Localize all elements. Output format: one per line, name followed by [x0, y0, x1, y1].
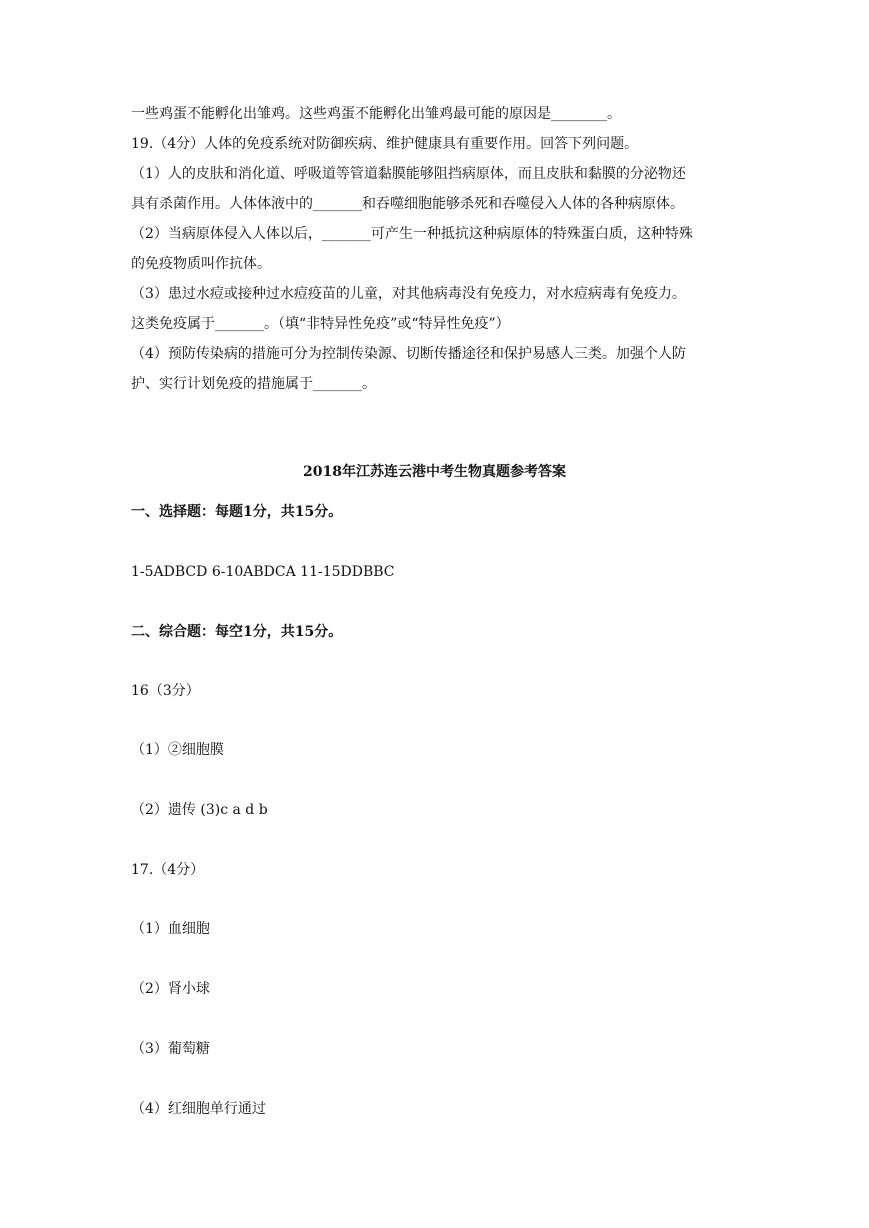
q19-part2-line1: （2）当病原体侵入人体以后，_______可产生一种抵抗这种病原体的特殊蛋白质，这种特殊	[131, 226, 693, 242]
q17-answer-1: （1）血细胞	[131, 921, 210, 937]
q19-part1-line1: （1）人的皮肤和消化道、呼吸道等管道黏膜能够阻挡病原体，而且皮肤和黏膜的分泌物还	[131, 166, 686, 182]
q17-answer-3: （3）葡萄糖	[131, 1041, 210, 1057]
q19-part2-line2: 的免疫物质叫作抗体。	[131, 256, 271, 272]
q19-part4-line1: （4）预防传染病的措施可分为控制传染源、切断传播途径和保护易感人三类。加强个人防	[131, 346, 686, 362]
q19-part1-line2: 具有杀菌作用。人体体液中的_______和吞噬细胞能够杀死和吞噬侵入人体的各种病原体。	[131, 196, 684, 212]
answers-title: 2018年江苏连云港中考生物真题参考答案	[303, 464, 566, 480]
q19-part3-line2: 这类免疫属于_______。（填“非特异性免疫”或“特异性免疫”）	[131, 316, 510, 332]
section1-answers: 1-5ADBCD 6-10ABDCA 11-15DDBBC	[131, 564, 395, 580]
q16-heading: 16（3分）	[131, 683, 200, 699]
q19-part3-line1: （3）患过水痘或接种过水痘疫苗的儿童，对其他病毒没有免疫力，对水痘病毒有免疫力。	[131, 286, 686, 302]
q17-heading: 17.（4分）	[131, 862, 205, 878]
q17-answer-4: （4）红细胞单行通过	[131, 1101, 266, 1117]
q19-part4-line2: 护、实行计划免疫的措施属于_______。	[131, 376, 376, 392]
q17-answer-2: （2）肾小球	[131, 981, 210, 997]
section1-heading: 一、选择题：每题1分，共15分。	[131, 504, 343, 520]
q19-stem: 19.（4分）人体的免疫系统对防御疾病、维护健康具有重要作用。回答下列问题。	[131, 136, 639, 152]
q16-answer-1: （1）②细胞膜	[131, 742, 224, 758]
section2-heading: 二、综合题：每空1分，共15分。	[131, 624, 343, 640]
q16-answer-2: （2）遗传 (3)c a d b	[131, 802, 268, 818]
q18-continuation-line: 一些鸡蛋不能孵化出雏鸡。这些鸡蛋不能孵化出雏鸡最可能的原因是________。	[131, 106, 621, 122]
